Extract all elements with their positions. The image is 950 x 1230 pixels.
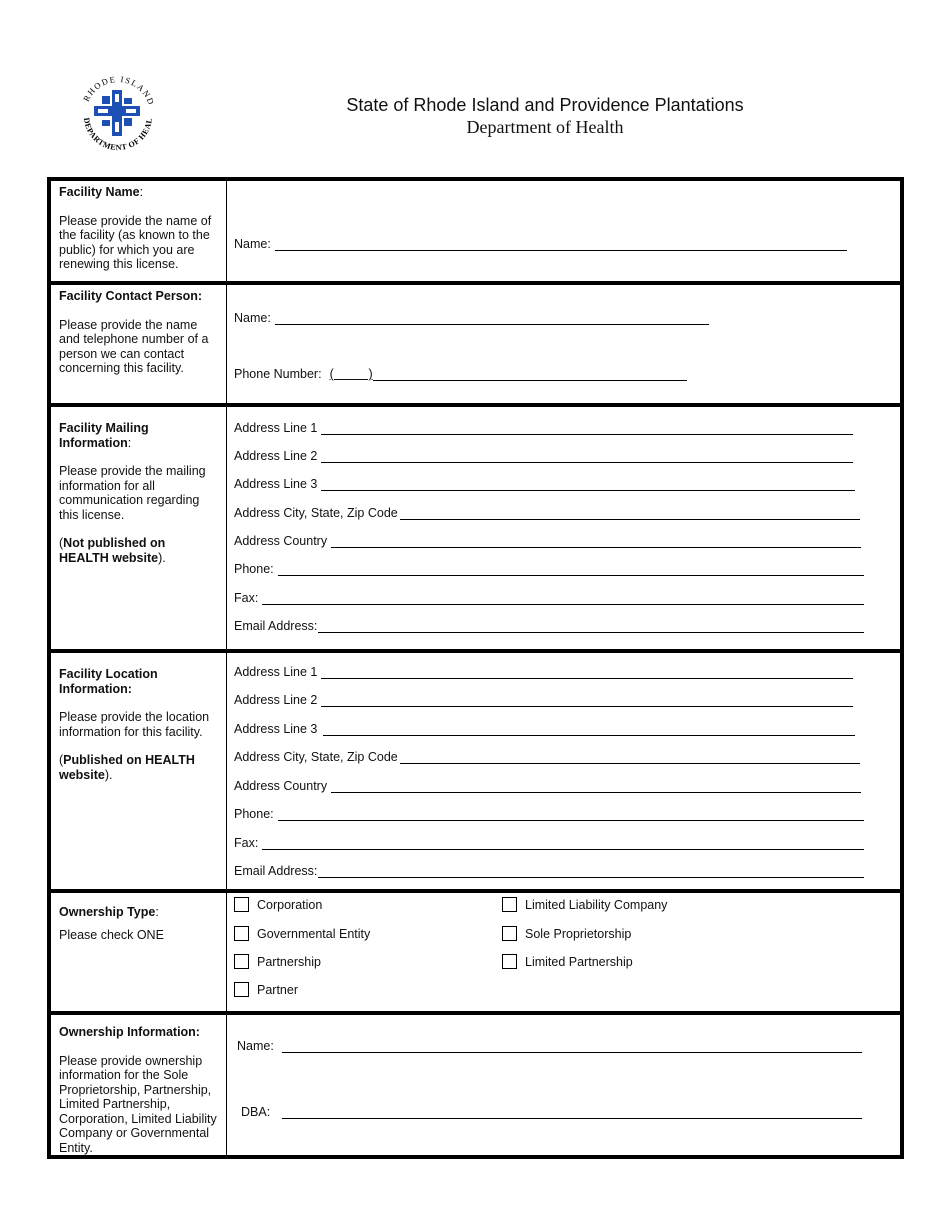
mailing-country-field[interactable] xyxy=(331,536,861,548)
field-label: Address Line 1 xyxy=(234,665,318,679)
contact-section xyxy=(51,281,900,403)
location-address-line-1-row xyxy=(234,665,853,679)
contact-name-row xyxy=(234,311,709,325)
location-description: Please provide the location information for this facility. xyxy=(59,710,210,739)
mailing-note xyxy=(59,536,218,565)
note-close: ). xyxy=(104,767,113,782)
location-fax-row xyxy=(234,836,864,850)
checkbox-box[interactable] xyxy=(234,982,249,997)
mailing-country-row xyxy=(234,534,861,548)
field-label: Fax: xyxy=(234,836,259,850)
facility-name-title: Facility Name xyxy=(59,185,140,199)
checkbox-label: Sole Proprietorship xyxy=(525,927,632,941)
checkbox-partnership[interactable] xyxy=(234,954,321,969)
department-subtitle: Department of Health xyxy=(466,117,624,137)
note-close: ). xyxy=(158,550,166,565)
facility-name-section xyxy=(51,181,900,281)
mailing-address-line-1-field[interactable] xyxy=(321,423,853,435)
mailing-address-line-3-row xyxy=(234,477,855,491)
mailing-city-state-zip-row xyxy=(234,506,860,520)
location-country-field[interactable] xyxy=(331,781,861,793)
checkbox-limited-liability-company[interactable] xyxy=(502,897,667,912)
facility-name-label: Name: xyxy=(234,237,271,251)
facility-name-field[interactable] xyxy=(275,239,847,251)
mailing-section xyxy=(51,403,900,653)
contact-phone-label: Phone Number: xyxy=(234,367,322,381)
svg-text:RHODE ISLAND: RHODE ISLAND xyxy=(80,73,157,108)
location-address-line-3-row xyxy=(234,722,855,736)
location-city-state-zip-row xyxy=(234,750,860,764)
mailing-address-line-2-field[interactable] xyxy=(321,451,853,463)
ownership-type-instruction: Please check ONE xyxy=(59,927,164,942)
owner-dba-field[interactable] xyxy=(282,1107,862,1119)
facility-name-row xyxy=(234,237,847,251)
field-label: Address Line 3 xyxy=(234,477,318,491)
checkbox-box[interactable] xyxy=(234,926,249,941)
note-bold: Published on HEALTH website xyxy=(59,753,195,782)
owner-dba-label: DBA: xyxy=(241,1105,271,1119)
ownership-info-section xyxy=(51,1011,900,1155)
mailing-phone-row xyxy=(234,562,864,576)
contact-phone-row xyxy=(234,367,687,381)
location-note xyxy=(59,753,218,782)
ownership-type-title: Ownership Type xyxy=(59,905,156,919)
checkbox-box[interactable] xyxy=(234,897,249,912)
mailing-address-line-3-field[interactable] xyxy=(321,479,855,491)
location-country-row xyxy=(234,779,861,793)
owner-name-field[interactable] xyxy=(282,1041,862,1053)
mailing-city-state-zip-field[interactable] xyxy=(400,508,860,520)
mailing-email-field[interactable] xyxy=(318,621,864,633)
field-label: Address Line 3 xyxy=(234,722,318,736)
checkbox-sole-proprietorship[interactable] xyxy=(502,926,631,941)
facility-name-description: Please provide the name of the facility (as known to the public) for which you are renewing this license. xyxy=(59,213,212,271)
location-phone-field[interactable] xyxy=(278,809,864,821)
mailing-fax-field[interactable] xyxy=(262,593,864,605)
field-label: Fax: xyxy=(234,591,259,605)
title-suffix: : xyxy=(127,435,132,450)
field-label: Email Address: xyxy=(234,619,318,633)
contact-title: Facility Contact Person: xyxy=(59,289,203,303)
checkbox-limited-partnership[interactable] xyxy=(502,954,633,969)
field-label: Address Country xyxy=(234,779,328,793)
note-bold: Not published on HEALTH website xyxy=(59,536,166,565)
location-address-line-1-field[interactable] xyxy=(321,667,853,679)
mailing-phone-field[interactable] xyxy=(278,564,864,576)
owner-name-label: Name: xyxy=(237,1039,274,1053)
mailing-email-row xyxy=(234,619,864,633)
checkbox-label: Partnership xyxy=(257,955,321,969)
note-open: ( xyxy=(59,753,64,767)
checkbox-governmental-entity[interactable] xyxy=(234,926,370,941)
contact-name-label: Name: xyxy=(234,311,271,325)
location-title: Facility Location Information: xyxy=(59,667,158,696)
page-header xyxy=(300,94,790,138)
location-address-line-2-field[interactable] xyxy=(321,695,853,707)
title-suffix: : xyxy=(155,905,159,919)
checkbox-label: Partner xyxy=(257,983,298,997)
location-fax-field[interactable] xyxy=(262,838,864,850)
ownership-type-section xyxy=(51,889,900,1015)
ownership-info-description: Please provide ownership information for the Sole Proprietorship, Partnership, Limited Partnership, Corporation, Limited Liability Company or Governmental Entity. xyxy=(59,1053,217,1155)
owner-name-row xyxy=(237,1039,862,1053)
field-label: Address City, State, Zip Code xyxy=(234,506,398,520)
field-label: Address City, State, Zip Code xyxy=(234,750,398,764)
field-label: Address Line 2 xyxy=(234,449,318,463)
mailing-address-line-2-row xyxy=(234,449,853,463)
contact-name-field[interactable] xyxy=(275,313,709,325)
state-title: State of Rhode Island and Providence Plantations xyxy=(346,95,744,115)
field-label: Address Line 2 xyxy=(234,693,318,707)
field-label: Phone: xyxy=(234,562,274,576)
owner-dba-row xyxy=(241,1105,862,1119)
health-department-seal xyxy=(72,68,164,160)
title-suffix: : xyxy=(139,185,144,199)
ownership-type-info xyxy=(51,893,227,1015)
checkbox-label: Limited Partnership xyxy=(525,955,633,969)
location-info xyxy=(51,653,227,893)
contact-phone-field[interactable] xyxy=(373,369,687,381)
facility-name-info xyxy=(51,181,227,281)
checkbox-box[interactable] xyxy=(234,954,249,969)
location-section xyxy=(51,649,900,893)
checkbox-label: Limited Liability Company xyxy=(525,898,668,912)
mailing-title: Facility Mailing Information xyxy=(59,421,149,450)
checkbox-box[interactable] xyxy=(502,954,517,969)
svg-text:DEPARTMENT OF HEALTH: DEPARTMENT OF HEAL xyxy=(81,117,154,153)
field-label: Address Line 1 xyxy=(234,421,318,435)
mailing-fax-row xyxy=(234,591,864,605)
ownership-info xyxy=(51,1015,227,1155)
checkbox-label: Corporation xyxy=(257,898,323,912)
ownership-info-title: Ownership Information: xyxy=(59,1025,200,1039)
location-address-line-2-row xyxy=(234,693,853,707)
checkbox-corporation[interactable] xyxy=(234,897,322,912)
contact-info xyxy=(51,285,227,403)
checkbox-box[interactable] xyxy=(502,926,517,941)
field-label: Phone: xyxy=(234,807,274,821)
mailing-address-line-1-row xyxy=(234,421,853,435)
field-label: Address Country xyxy=(234,534,328,548)
location-phone-row xyxy=(234,807,864,821)
location-address-line-3-field[interactable] xyxy=(323,724,855,736)
checkbox-box[interactable] xyxy=(502,897,517,912)
checkbox-partner[interactable] xyxy=(234,982,298,997)
field-label: Email Address: xyxy=(234,864,318,878)
mailing-description: Please provide the mailing information for all communication regarding this license. xyxy=(59,464,206,522)
checkbox-label: Governmental Entity xyxy=(257,927,371,941)
location-email-row xyxy=(234,864,864,878)
note-open: ( xyxy=(59,536,64,550)
area-code-field[interactable]: ( ) xyxy=(329,367,373,381)
license-form xyxy=(47,177,904,1159)
location-city-state-zip-field[interactable] xyxy=(400,752,860,764)
mailing-info xyxy=(51,407,227,653)
contact-description: Please provide the name and telephone number of a person we can contact concerning this facility. xyxy=(59,317,209,375)
location-email-field[interactable] xyxy=(318,866,864,878)
